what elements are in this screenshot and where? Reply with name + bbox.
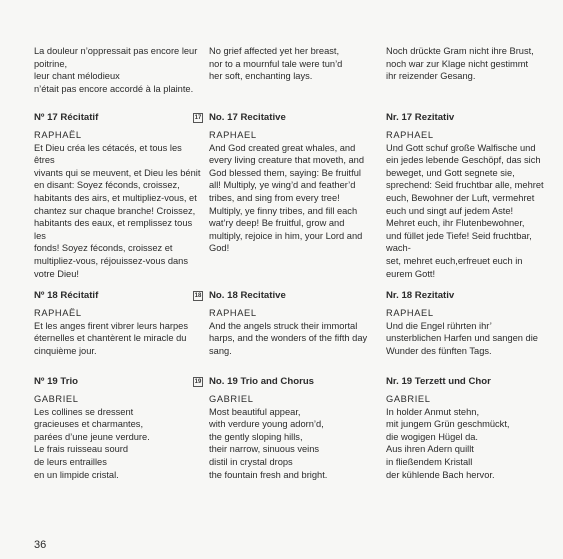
speaker-name: RAPHAEL [386,308,434,318]
speaker-name: GABRIEL [209,394,254,404]
section-text: Et les anges firent vibrer leurs harpes éternelles et chantèrent le miracle du cinquième jour. [34,320,188,356]
section-text: Und die Engel rührten ihr’ unsterblichen Harfen und sangen die Wunder des fünften Tags. [386,320,538,356]
section-heading: Nº 18 Récitatif [34,290,99,301]
speaker-name: RAPHAËL [34,130,82,140]
section-heading: No. 18 Recitative [209,290,286,301]
french-section-19 [34,376,204,481]
french-section-18 [34,290,204,357]
section-heading: Nº 19 Trio [34,376,79,387]
page-number: 36 [34,539,47,551]
section-text: Les collines se dressent gracieuses et charmantes, parées d’une jeune verdure. Le frais ruisseau sourd de leurs entrailles en un limpide cristal. [34,406,150,480]
speaker-name: RAPHAEL [209,308,257,318]
speaker-name: GABRIEL [386,394,431,404]
section-heading: Nr. 17 Rezitativ [386,112,455,123]
section-text: Most beautiful appear, with verdure young adorn’d, the gently sloping hills, their narrow, sinuous veins distil in crystal drops the fountain fresh and bright. [209,406,328,480]
section-text: Et Dieu créa les cétacés, et tous les êtres vivants qui se meuvent, et Dieu les bénit en disant: Soyez féconds, croissez, habitants des airs, et multipliez-vous, et chantez sur chaque branche! Croissez, habitants des eaux, et remplissez tous les fonds! Soyez féconds, croissez et multipliez-vous, réjouissez-vous dans votre Dieu! [34,142,201,279]
german-intro: Noch drückte Gram nicht ihre Brust, noch war zur Klage nicht gestimmt ihr reizender Gesang. [386,46,534,82]
section-text: In holder Anmut stehn, mit jungem Grün geschmückt, die wogigen Hügel da. Aus ihren Adern quillt in fließendem Kristall der kühlende Bach hervor. [386,406,510,480]
english-section-18 [194,290,381,357]
speaker-name: RAPHAËL [34,308,82,318]
track-number-box: 17 [194,115,202,121]
english-intro: No grief affected yet her breast, nor to a mournful tale were tun’d her soft, enchanting lays. [209,46,343,82]
section-text: And the angels struck their immortal harps, and the wonders of the fifth day sang. [209,320,368,356]
section-heading: Nr. 19 Terzett und Chor [386,376,491,387]
french-intro: La douleur n’oppressait pas encore leur poitrine, leur chant mélodieux n’était pas encore accordé à la plainte. [34,46,198,94]
english-section-19 [194,376,381,481]
track-number-box: 18 [194,293,202,299]
section-text: Und Gott schuf große Walfische und ein jedes lebende Geschöpf, das sich beweget, und Gott segnete sie, sprechend: Seid fruchtbar alle, mehret euch, Bewohner der Luft, vermehret euch und singt auf jedem Aste! Mehret euch, ihr Flutenbewohner, und füllet jede Tiefe! Seid fruchtbar, wach- set, mehret euch,erfreuet euch in eurem Gott! [386,142,544,279]
german-section-17 [386,112,556,280]
german-section-18 [386,290,556,357]
track-number-box: 19 [194,379,202,385]
speaker-name: RAPHAEL [386,130,434,140]
french-section-17 [34,112,204,280]
section-text: And God created great whales, and every living creature that moveth, and God blessed them, saying: Be fruitful all! Multiply, ye wing’d and feather’d tribes, and sing from every tree! Multiply, ye finny tribes, and fill each wat’ry deep! Be fruitful, grow and multiply, rejoice in him, your Lord and God! [209,142,365,254]
speaker-name: RAPHAEL [209,130,257,140]
english-section-17 [194,112,381,255]
german-section-19 [386,376,556,481]
section-heading: No. 19 Trio and Chorus [209,376,315,387]
speaker-name: GABRIEL [34,394,79,404]
section-heading: Nº 17 Récitatif [34,112,99,123]
section-heading: Nr. 18 Rezitativ [386,290,455,301]
section-heading: No. 17 Recitative [209,112,286,123]
